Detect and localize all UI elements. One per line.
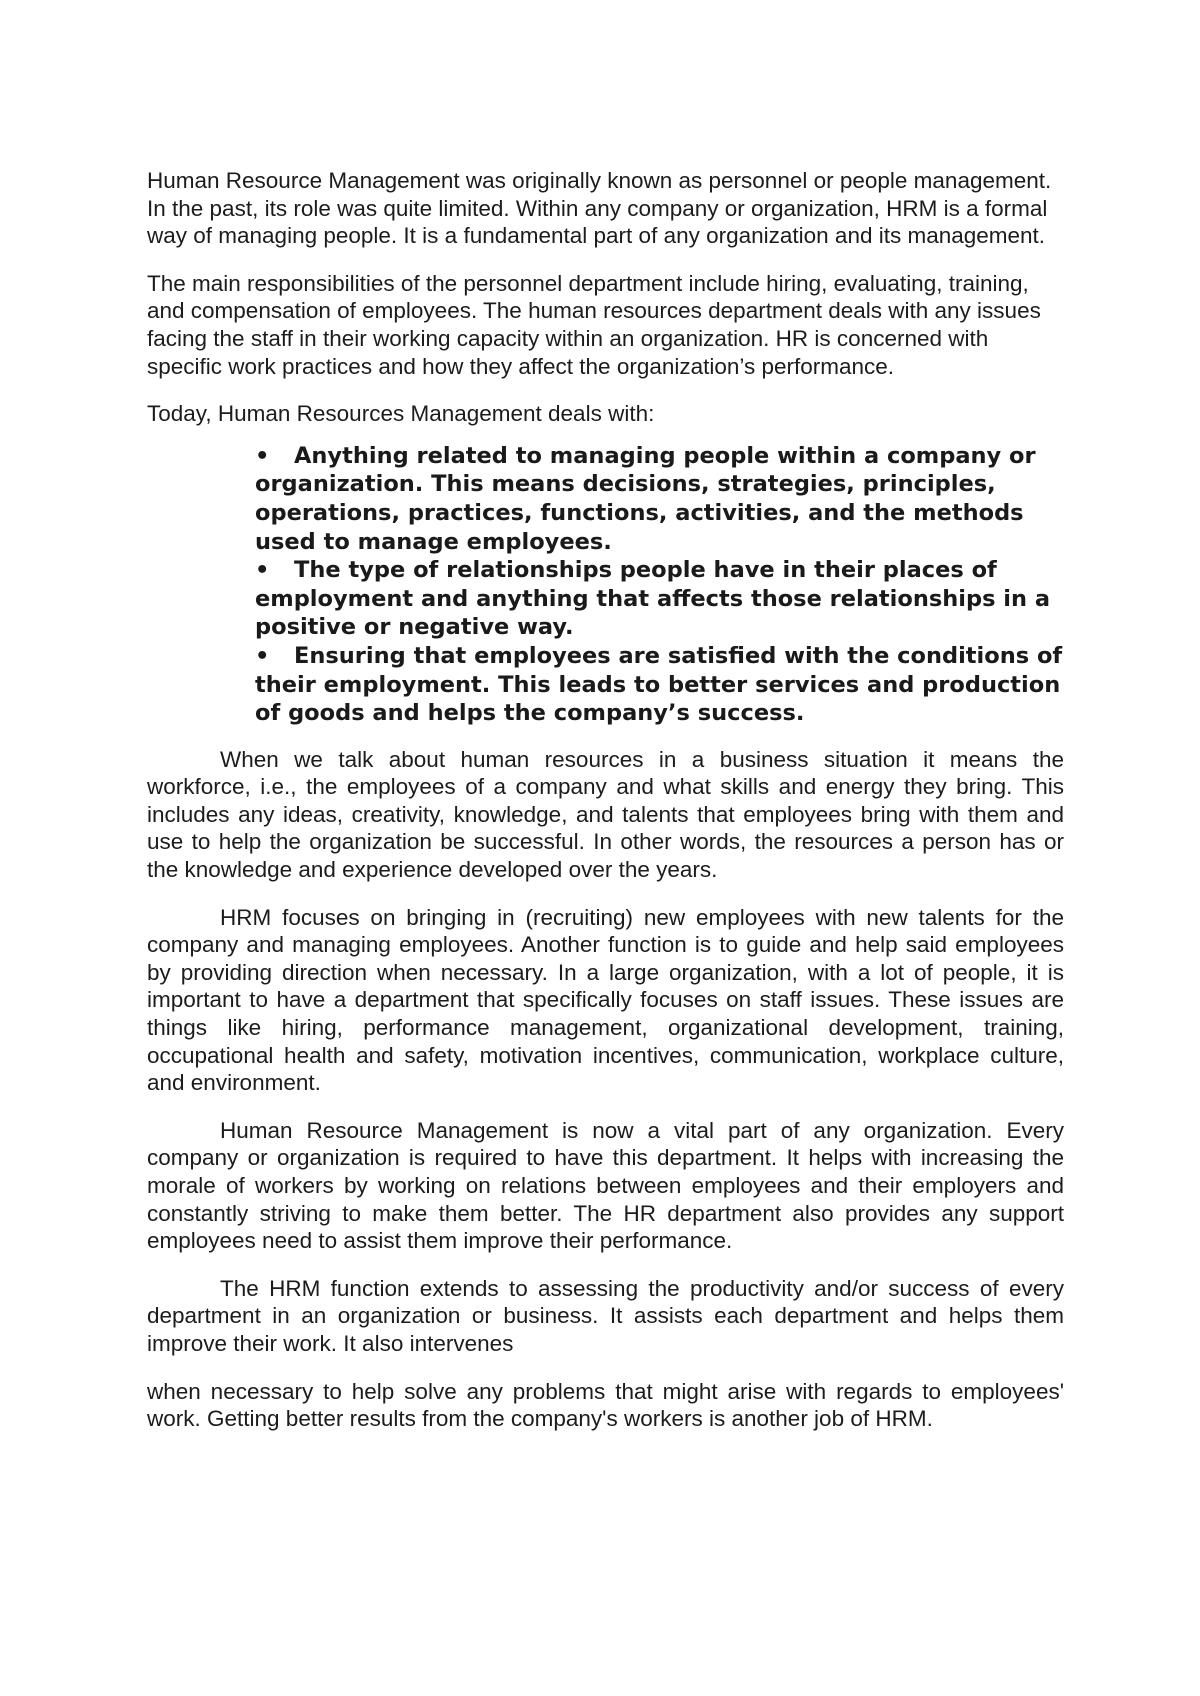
bullet-item (255, 556, 1064, 642)
bullet-item (255, 442, 1064, 556)
paragraph-hrm-final: when necessary to help solve any problems that might arise with regards to employees' work. Getting better results from the company's workers is another job of HRM. (147, 1378, 1064, 1432)
bullet-text: Anything related to managing people within a company or organization. This means decisions, strategies, principles, operations, practices, functions, activities, and the methods used to manage employees. (255, 442, 1036, 555)
paragraph-hrm-function: The HRM function extends to assessing the productivity and/or success of every department in an organization or business. It assists each department and helps them improve their work. It also intervenes (147, 1275, 1064, 1356)
bullet-symbol: • (255, 442, 270, 469)
paragraph-hrm-focus: HRM focuses on bringing in (recruiting) new employees with new talents for the company and managing employees. Another function is to guide and help said employees by providing direction when necessary. In a large organization, with a lot of people, it is important to have a department that specifically focuses on staff issues. These issues are things like hiring, performance management, organizational development, training, occupational health and safety, motivation incentives, communication, workplace culture, and environment. (147, 904, 1064, 1096)
bullet-symbol: • (255, 557, 270, 584)
paragraph-hrm-origin: Human Resource Management was originally known as personnel or people management. In the past, its role was quite limited. Within any company or organization, HRM is a formal way of managing people. It is a fundamental part of any organization and its management. (147, 168, 1052, 249)
paragraph-personnel-responsibilities: The main responsibilities of the personnel department include hiring, evaluating, training, and compensation of employees. The human resources department deals with any issues facing the staff in their working capacity within an organization. HR is concerned with specific work practices and how they affect the organization’s performance. (147, 270, 1041, 379)
paragraph-hrm-vital: Human Resource Management is now a vital part of any organization. Every company or organization is required to have this department. It helps with increasing the morale of workers by working on relations between employees and their employers and constantly striving to make them better. The HR department also provides any support employees need to assist them improve their performance. (147, 1117, 1064, 1254)
bullet-text: The type of relationships people have in their places of employment and anything that affects those relationships in a positive or negative way. (255, 557, 1051, 641)
document-page (147, 167, 1064, 1433)
bullet-symbol: • (255, 642, 270, 669)
paragraph-human-resources-meaning: When we talk about human resources in a business situation it means the workforce, i.e., the employees of a company and what skills and energy they bring. This includes any ideas, creativity, knowledge, and talents that employees bring with them and use to help the organization be successful. In other words, the resources a person has or the knowledge and experience developed over the years. (147, 746, 1064, 883)
bullet-text: Ensuring that employees are satisfied with the conditions of their employment. This leads to better services and production of goods and helps the company’s success. (255, 642, 1063, 727)
paragraph-today-intro: Today, Human Resources Management deals with: (147, 401, 655, 427)
bullet-item (255, 642, 1064, 728)
bullet-list (147, 442, 1064, 728)
